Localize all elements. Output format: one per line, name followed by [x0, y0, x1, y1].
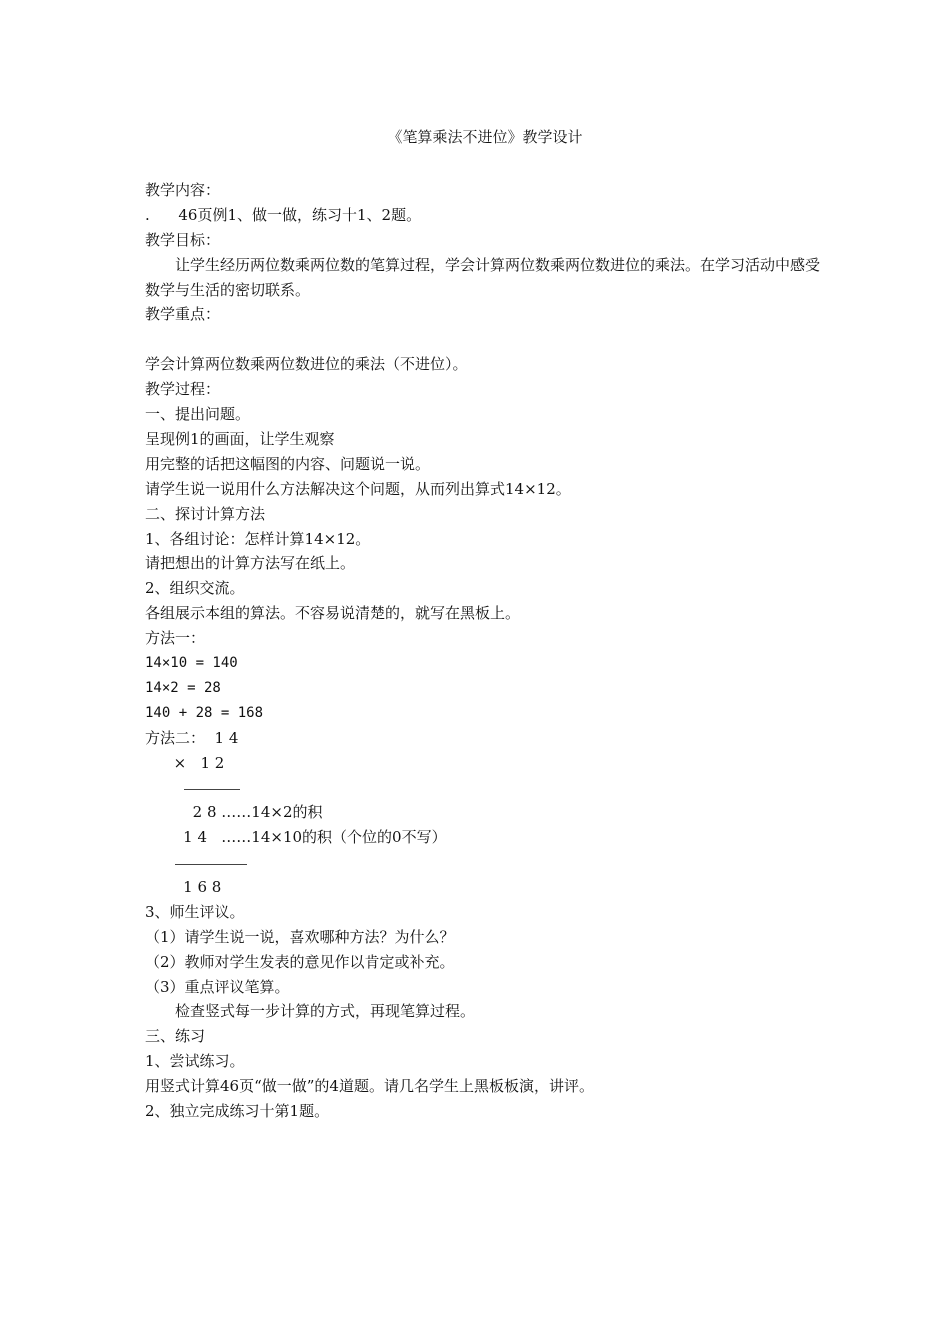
section-heading-key-points: 教学重点：: [145, 305, 221, 324]
evaluation-item: （1）请学生说一说，喜欢哪种方法？为什么？: [145, 927, 455, 946]
process-line: 2、组织交流。: [145, 579, 245, 598]
process-line: 用完整的话把这幅图的内容、问题说一说。: [145, 454, 431, 473]
evaluation-item: （3）重点评议笔算。: [145, 977, 290, 996]
blank-line: [145, 327, 825, 352]
rule-gap: [145, 850, 825, 875]
evaluation-detail: 检查竖式每一步计算的方式，再现笔算过程。: [175, 1002, 476, 1021]
equation-line: 14×2 = 28: [145, 679, 221, 696]
document-body: [145, 178, 825, 1124]
vertical-multiplier: × 1 2: [145, 753, 225, 772]
rule-gap: [145, 775, 825, 800]
step-two-heading: 二、探讨计算方法: [145, 504, 266, 523]
process-line: 各组展示本组的算法。不容易说清楚的，就写在黑板上。: [145, 604, 521, 623]
goals-paragraph: 让学生经历两位数乘两位数的笔算过程，学会计算两位数乘两位数进位的乘法。在学习活动中感受数学与生活的密切联系。: [145, 255, 821, 299]
evaluation-item: （2）教师对学生发表的意见作以肯定或补充。: [145, 952, 455, 971]
key-points-text: 学会计算两位数乘两位数进位的乘法（不进位）。: [145, 355, 468, 374]
step-three-heading: 3、师生评议。: [145, 902, 245, 921]
content-detail: . 46页例1、做一做，练习十1、2题。: [145, 205, 422, 224]
process-line: 呈现例1的画面，让学生观察: [145, 429, 335, 448]
partial-product-2: 1 4 ……14×10的积（个位的0不写）: [145, 828, 447, 847]
equation-line: 140 + 28 = 168: [145, 704, 264, 721]
partial-product-1: 2 8 ……14×2的积: [145, 803, 323, 822]
process-line: 请学生说一说用什么方法解决这个问题，从而列出算式14×12。: [145, 479, 571, 498]
practice-heading: 三、练习: [145, 1027, 206, 1046]
document-title: 《笔算乘法不进位》教学设计: [387, 128, 583, 146]
section-heading-goals: 教学目标：: [145, 230, 221, 249]
vertical-calc-rule-2: [175, 864, 247, 865]
section-heading-content: 教学内容：: [145, 181, 221, 199]
process-line: 请把想出的计算方法写在纸上。: [145, 554, 356, 573]
vertical-calc-rule-1: [184, 789, 240, 790]
method-one-heading: 方法一：: [145, 629, 206, 648]
method-two-heading: 方法二： 1 4: [145, 728, 239, 747]
process-line: 1、各组讨论：怎样计算14×12。: [145, 529, 371, 548]
practice-item: 1、尝试练习。: [145, 1052, 245, 1071]
final-product: 1 6 8: [145, 877, 222, 896]
equation-line: 14×10 = 140: [145, 654, 238, 671]
step-one-heading: 一、提出问题。: [145, 405, 251, 424]
practice-detail: 用竖式计算46页“做一做”的4道题。请几名学生上黑板板演，讲评。: [145, 1077, 594, 1096]
practice-item: 2、独立完成练习十第1题。: [145, 1101, 330, 1120]
section-heading-process: 教学过程：: [145, 380, 221, 399]
